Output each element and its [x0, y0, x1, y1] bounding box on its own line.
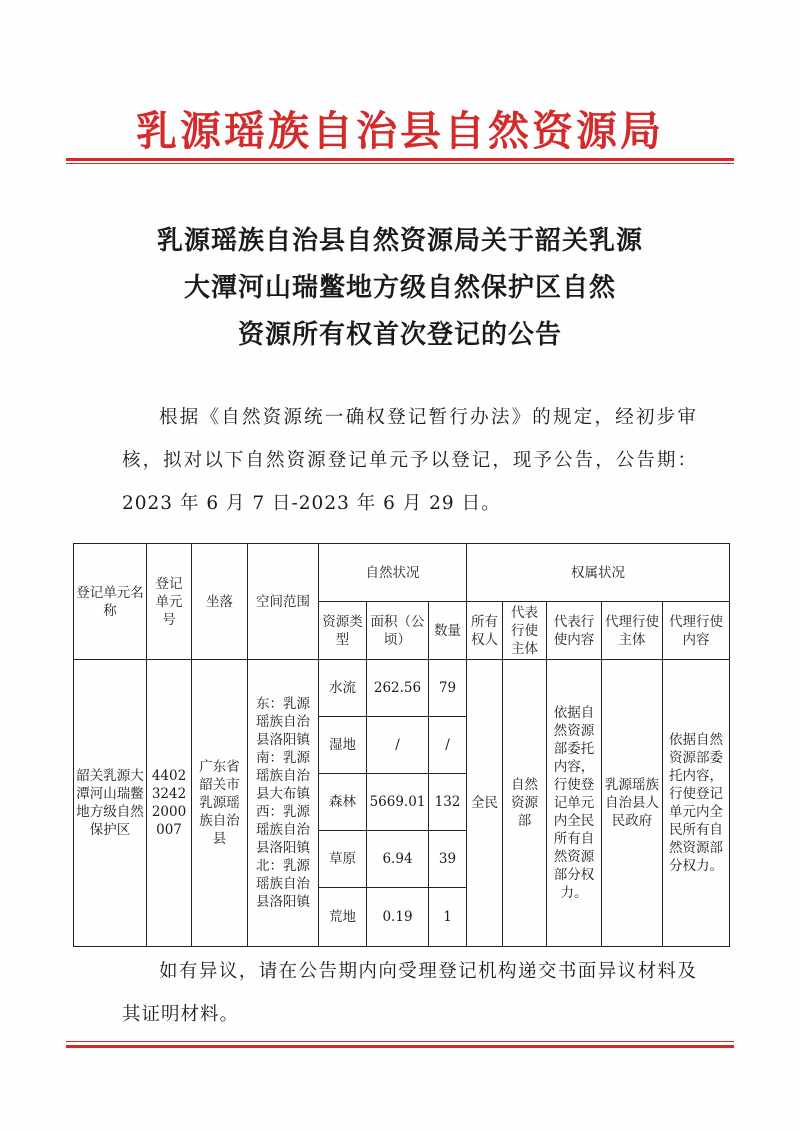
cell-spatial-range: 东：乳源瑶族自治县洛阳镇南：乳源瑶族自治县大布镇西：乳源瑶族自治县洛阳镇北：乳源瑶族自治县洛阳镇 [248, 660, 319, 947]
cell-quantity: 39 [429, 831, 467, 888]
footer-red-rule-thin [66, 1041, 734, 1042]
cell-rep-content: 依据自然资源部委托内容，行使登记单元内全民所有自然资源部分权力。 [547, 660, 602, 947]
cell-agent-subject: 乳源瑶族自治县人民政府 [602, 660, 663, 947]
cell-quantity: 79 [429, 660, 467, 717]
cell-area: 0.19 [367, 888, 429, 947]
cell-owner: 全民 [467, 660, 503, 947]
cell-resource-type: 荒地 [319, 888, 367, 947]
header-ownership-status: 权属状况 [467, 544, 730, 602]
notice-title-line-2: 大潭河山瑞鳖地方级自然保护区自然 [183, 273, 616, 303]
header-natural-status: 自然状况 [319, 544, 467, 602]
header-rep-content: 代表行使内容 [547, 602, 602, 660]
cell-resource-type: 湿地 [319, 717, 367, 774]
cell-resource-type: 草原 [319, 831, 367, 888]
cell-rep-subject: 自然资源部 [503, 660, 547, 947]
cell-agent-content: 依据自然资源部委托内容，行使登记单元内全民所有自然资源部分权力。 [663, 660, 730, 947]
header-quantity: 数量 [429, 602, 467, 660]
notice-title-line-1: 乳源瑶族自治县自然资源局关于韶关乳源 [156, 226, 643, 256]
cell-area: / [367, 717, 429, 774]
cell-quantity: 1 [429, 888, 467, 947]
header-unit-no: 登记单元号 [147, 544, 192, 660]
cell-area: 262.56 [367, 660, 429, 717]
header-resource-type: 资源类型 [319, 602, 367, 660]
notice-title [90, 218, 710, 359]
intro-paragraph: 根据《自然资源统一确权登记暂行办法》的规定，经初步审核，拟对以下自然资源登记单元予以登记，现予公告，公告期：2023 年 6 月 7 日-2023 年 6 月 29 日。 [122, 407, 697, 514]
cell-resource-type: 水流 [319, 660, 367, 717]
masthead-red-rule [66, 158, 734, 161]
cell-area: 5669.01 [367, 774, 429, 831]
cell-resource-type: 森林 [319, 774, 367, 831]
masthead-title: 乳源瑶族自治县自然资源局 [136, 107, 664, 155]
cell-unit-name: 韶关乳源大潭河山瑞鳖地方级自然保护区 [74, 660, 147, 947]
header-agent-content: 代理行使内容 [663, 602, 730, 660]
header-spatial-range: 空间范围 [248, 544, 319, 660]
header-owner: 所有权人 [467, 602, 503, 660]
cell-quantity: / [429, 717, 467, 774]
cell-area: 6.94 [367, 831, 429, 888]
notice-title-line-3: 资源所有权首次登记的公告 [237, 320, 562, 350]
header-location: 坐落 [192, 544, 248, 660]
registration-table [73, 543, 730, 947]
cell-quantity: 132 [429, 774, 467, 831]
cell-unit-no: 440232422000007 [147, 660, 192, 947]
header-rep-subject: 代表行使主体 [503, 602, 547, 660]
header-agent-subject: 代理行使主体 [602, 602, 663, 660]
footer-red-rule [66, 1045, 734, 1048]
header-area: 面积（公顷） [367, 602, 429, 660]
cell-location: 广东省韶关市乳源瑶族自治县 [192, 660, 248, 947]
masthead-red-rule-thin [66, 163, 734, 164]
header-unit-name: 登记单元名称 [74, 544, 147, 660]
closing-paragraph: 如有异议，请在公告期内向受理登记机构递交书面异议材料及其证明材料。 [122, 961, 697, 1025]
